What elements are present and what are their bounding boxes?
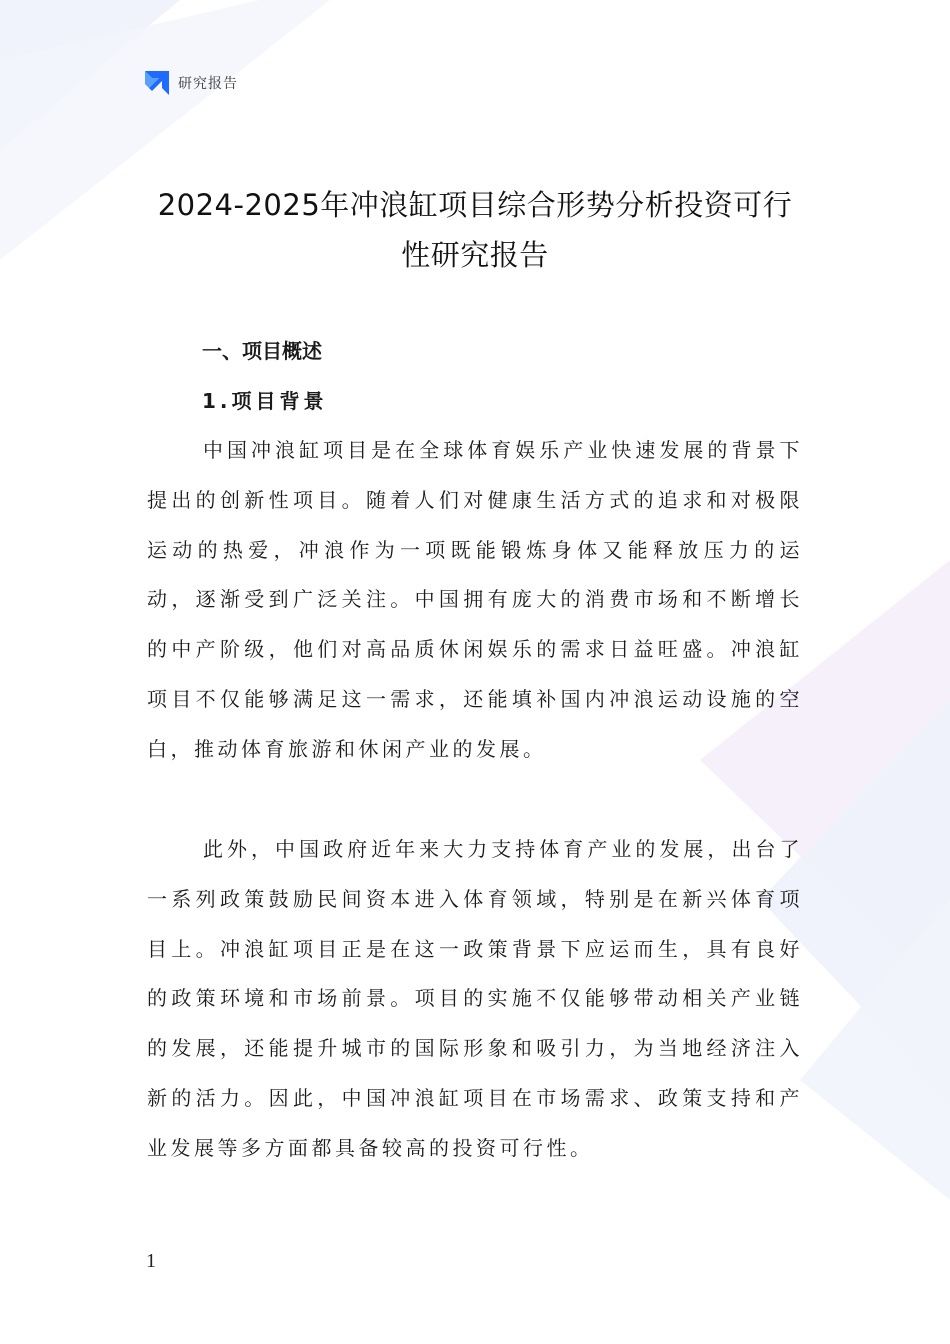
section-heading: 一、项目概述	[202, 339, 322, 363]
paragraph-1: 中国冲浪缸项目是在全球体育娱乐产业快速发展的背景下提出的创新性项目。随着人们对健康生活方式的追求和对极限运动的热爱，冲浪作为一项既能锻炼身体又能释放压力的运动，逐渐受到广泛关注。中国拥有庞大的消费市场和不断增长的中产阶级，他们对高品质休闲娱乐的需求日益旺盛。冲浪缸项目不仅能够满足这一需求，还能填补国内冲浪运动设施的空白，推动体育旅游和休闲产业的发展。	[147, 438, 803, 761]
subsection-heading: 1.项目背景	[202, 389, 328, 413]
arrow-up-right-icon	[143, 69, 171, 97]
document-title: 2024-2025年冲浪缸项目综合形势分析投资可行性研究报告	[157, 188, 793, 272]
page-number: 1	[146, 1250, 156, 1272]
report-header	[143, 68, 238, 98]
paragraph-2: 此外，中国政府近年来大力支持体育产业的发展，出台了一系列政策鼓励民间资本进入体育领域，特别是在新兴体育项目上。冲浪缸项目正是在这一政策背景下应运而生，具有良好的政策环境和市场前景。项目的实施不仅能够带动相关产业链的发展，还能提升城市的国际形象和吸引力，为当地经济注入新的活力。因此，中国冲浪缸项目在市场需求、政策支持和产业发展等多方面都具备较高的投资可行性。	[147, 837, 803, 1160]
header-label: 研究报告	[178, 76, 238, 92]
